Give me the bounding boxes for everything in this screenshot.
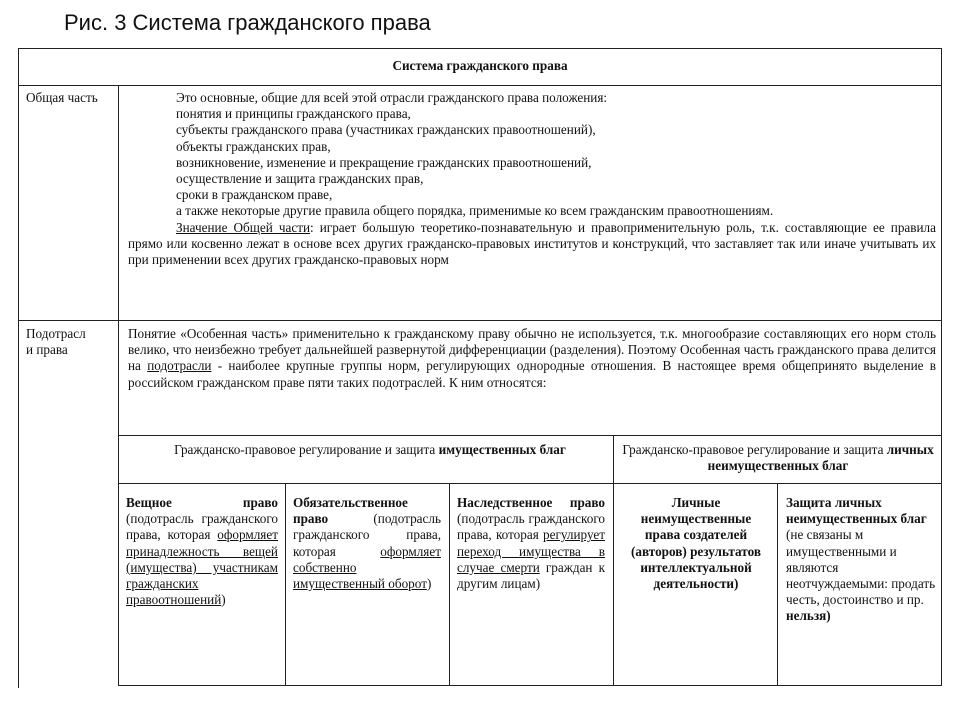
table-left-border — [18, 48, 19, 688]
general-part-label: Общая часть — [26, 90, 98, 105]
branch-desc-end: граждан к другим лицам) — [457, 559, 605, 592]
groups-border — [118, 483, 942, 484]
subbranches-label-line2: и права — [26, 342, 68, 358]
general-item: а также некоторые другие правила общего порядка, применимые ко всем гражданским правоотношениям. — [176, 203, 774, 219]
property-goods-group — [138, 442, 602, 458]
subbranches-text-end: - наиболее крупные группы норм, регулирующих однородные отношения. В настоящее время общепринято выделение в российском гражданском праве пяти таких подотраслей. К ним относятся: — [128, 358, 936, 390]
groups-divider — [613, 435, 614, 686]
branch-name: Защита личных неимущественных благ — [786, 495, 927, 527]
group-bold: личных неимущественных благ — [707, 442, 934, 474]
table-title: Система гражданского права — [392, 58, 568, 73]
subbranches-intro — [128, 326, 936, 391]
general-item: субъекты гражданского права (участниках гражданских правоотношений), — [176, 122, 596, 138]
general-row-border — [18, 320, 942, 321]
branch-desc: (не связаны м имущественными и являются неотчуждаемыми: продать честь, достоинство и пр. — [786, 527, 936, 608]
general-item: сроки в гражданском праве, — [176, 187, 333, 203]
table-bottom-border — [118, 685, 942, 686]
branch-divider-3 — [777, 483, 778, 686]
branch-desc-end: ) — [426, 576, 432, 592]
significance-text: : играет большую теоретико-познавательную и правоприменительную роль, т.к. составляющие ее правила прямо или косвенно лежат в основе всех других гражданско-правовых институтов и конструкций, что заставляет так или иначе учитывать их при применении всех других гражданско-правовых норм — [128, 219, 936, 268]
group-prefix: Гражданско-правовое регулирование и защита — [174, 442, 439, 457]
branch-name: Вещное право — [126, 495, 278, 510]
group-prefix: Гражданско-правовое регулирование и защита — [622, 442, 887, 457]
branch-desc: (подотрасль гражданского права, которая — [293, 511, 441, 559]
group-bold: имущественных благ — [438, 442, 566, 457]
general-significance — [128, 220, 936, 269]
table-top-border — [18, 48, 942, 49]
general-intro: Это основные, общие для всей этой отрасли гражданского права положения: — [176, 90, 608, 105]
branch-divider-1 — [285, 483, 286, 686]
general-item: возникновение, изменение и прекращение гражданских правоотношений, — [176, 154, 592, 170]
branch-name: Обязательственное право — [293, 495, 408, 527]
title-row-border — [18, 85, 942, 86]
branch-inheritance-law — [457, 495, 605, 592]
civil-law-table — [18, 48, 942, 688]
branch-desc-underlined: оформляет собственно имущественный оборот — [293, 543, 441, 592]
branch-desc-end: ) — [221, 592, 226, 608]
sub-intro-border — [118, 435, 942, 436]
general-item: объекты гражданских прав, — [176, 138, 331, 154]
personal-goods-group — [622, 442, 934, 474]
branch-divider-2 — [449, 483, 450, 686]
significance-label: Значение Общей части — [176, 219, 311, 235]
branch-intellectual-rights — [622, 495, 770, 592]
subbranches-term: подотрасли — [147, 358, 212, 374]
branch-desc-bold-end: нельзя) — [786, 608, 831, 624]
branch-property-law — [126, 495, 278, 608]
subbranches-label-line1: Подотрасл — [26, 326, 86, 341]
branch-name: Наследственное право — [457, 495, 605, 510]
subbranches-label — [26, 326, 116, 358]
general-item: осуществление и защита гражданских прав, — [176, 171, 424, 187]
general-part-content — [128, 90, 936, 268]
figure-caption: Рис. 3 Система гражданского права — [64, 10, 431, 35]
general-item: понятия и принципы гражданского права, — [176, 106, 411, 122]
label-column-border — [118, 85, 119, 686]
subbranches-text: Понятие «Особенная часть» применительно к гражданскому праву обычно не используется, т.к. многообразие составляющих его норм столь велико, что неизбежно требует дальнейшей развернутой дифференциации (разделения). Поэтому Особенная часть гражданского права делится на — [128, 326, 936, 374]
branch-desc: (подотрасль гражданского права, которая — [457, 511, 605, 543]
table-right-border — [941, 48, 942, 686]
branch-desc: (подотрасль гражданского права, которая — [126, 511, 278, 543]
branch-desc-underlined: регулирует переход имущества в случае смерти — [457, 527, 605, 575]
branch-desc-underlined: оформляет принадлежность вещей (имущества) участникам гражданских правоотношений — [126, 527, 278, 608]
branch-personal-goods-protection — [786, 495, 936, 625]
branch-name: Личные неимущественные права создателей (авторов) результатов интеллектуальной деятельности) — [630, 495, 761, 592]
branch-obligations-law — [293, 495, 441, 592]
